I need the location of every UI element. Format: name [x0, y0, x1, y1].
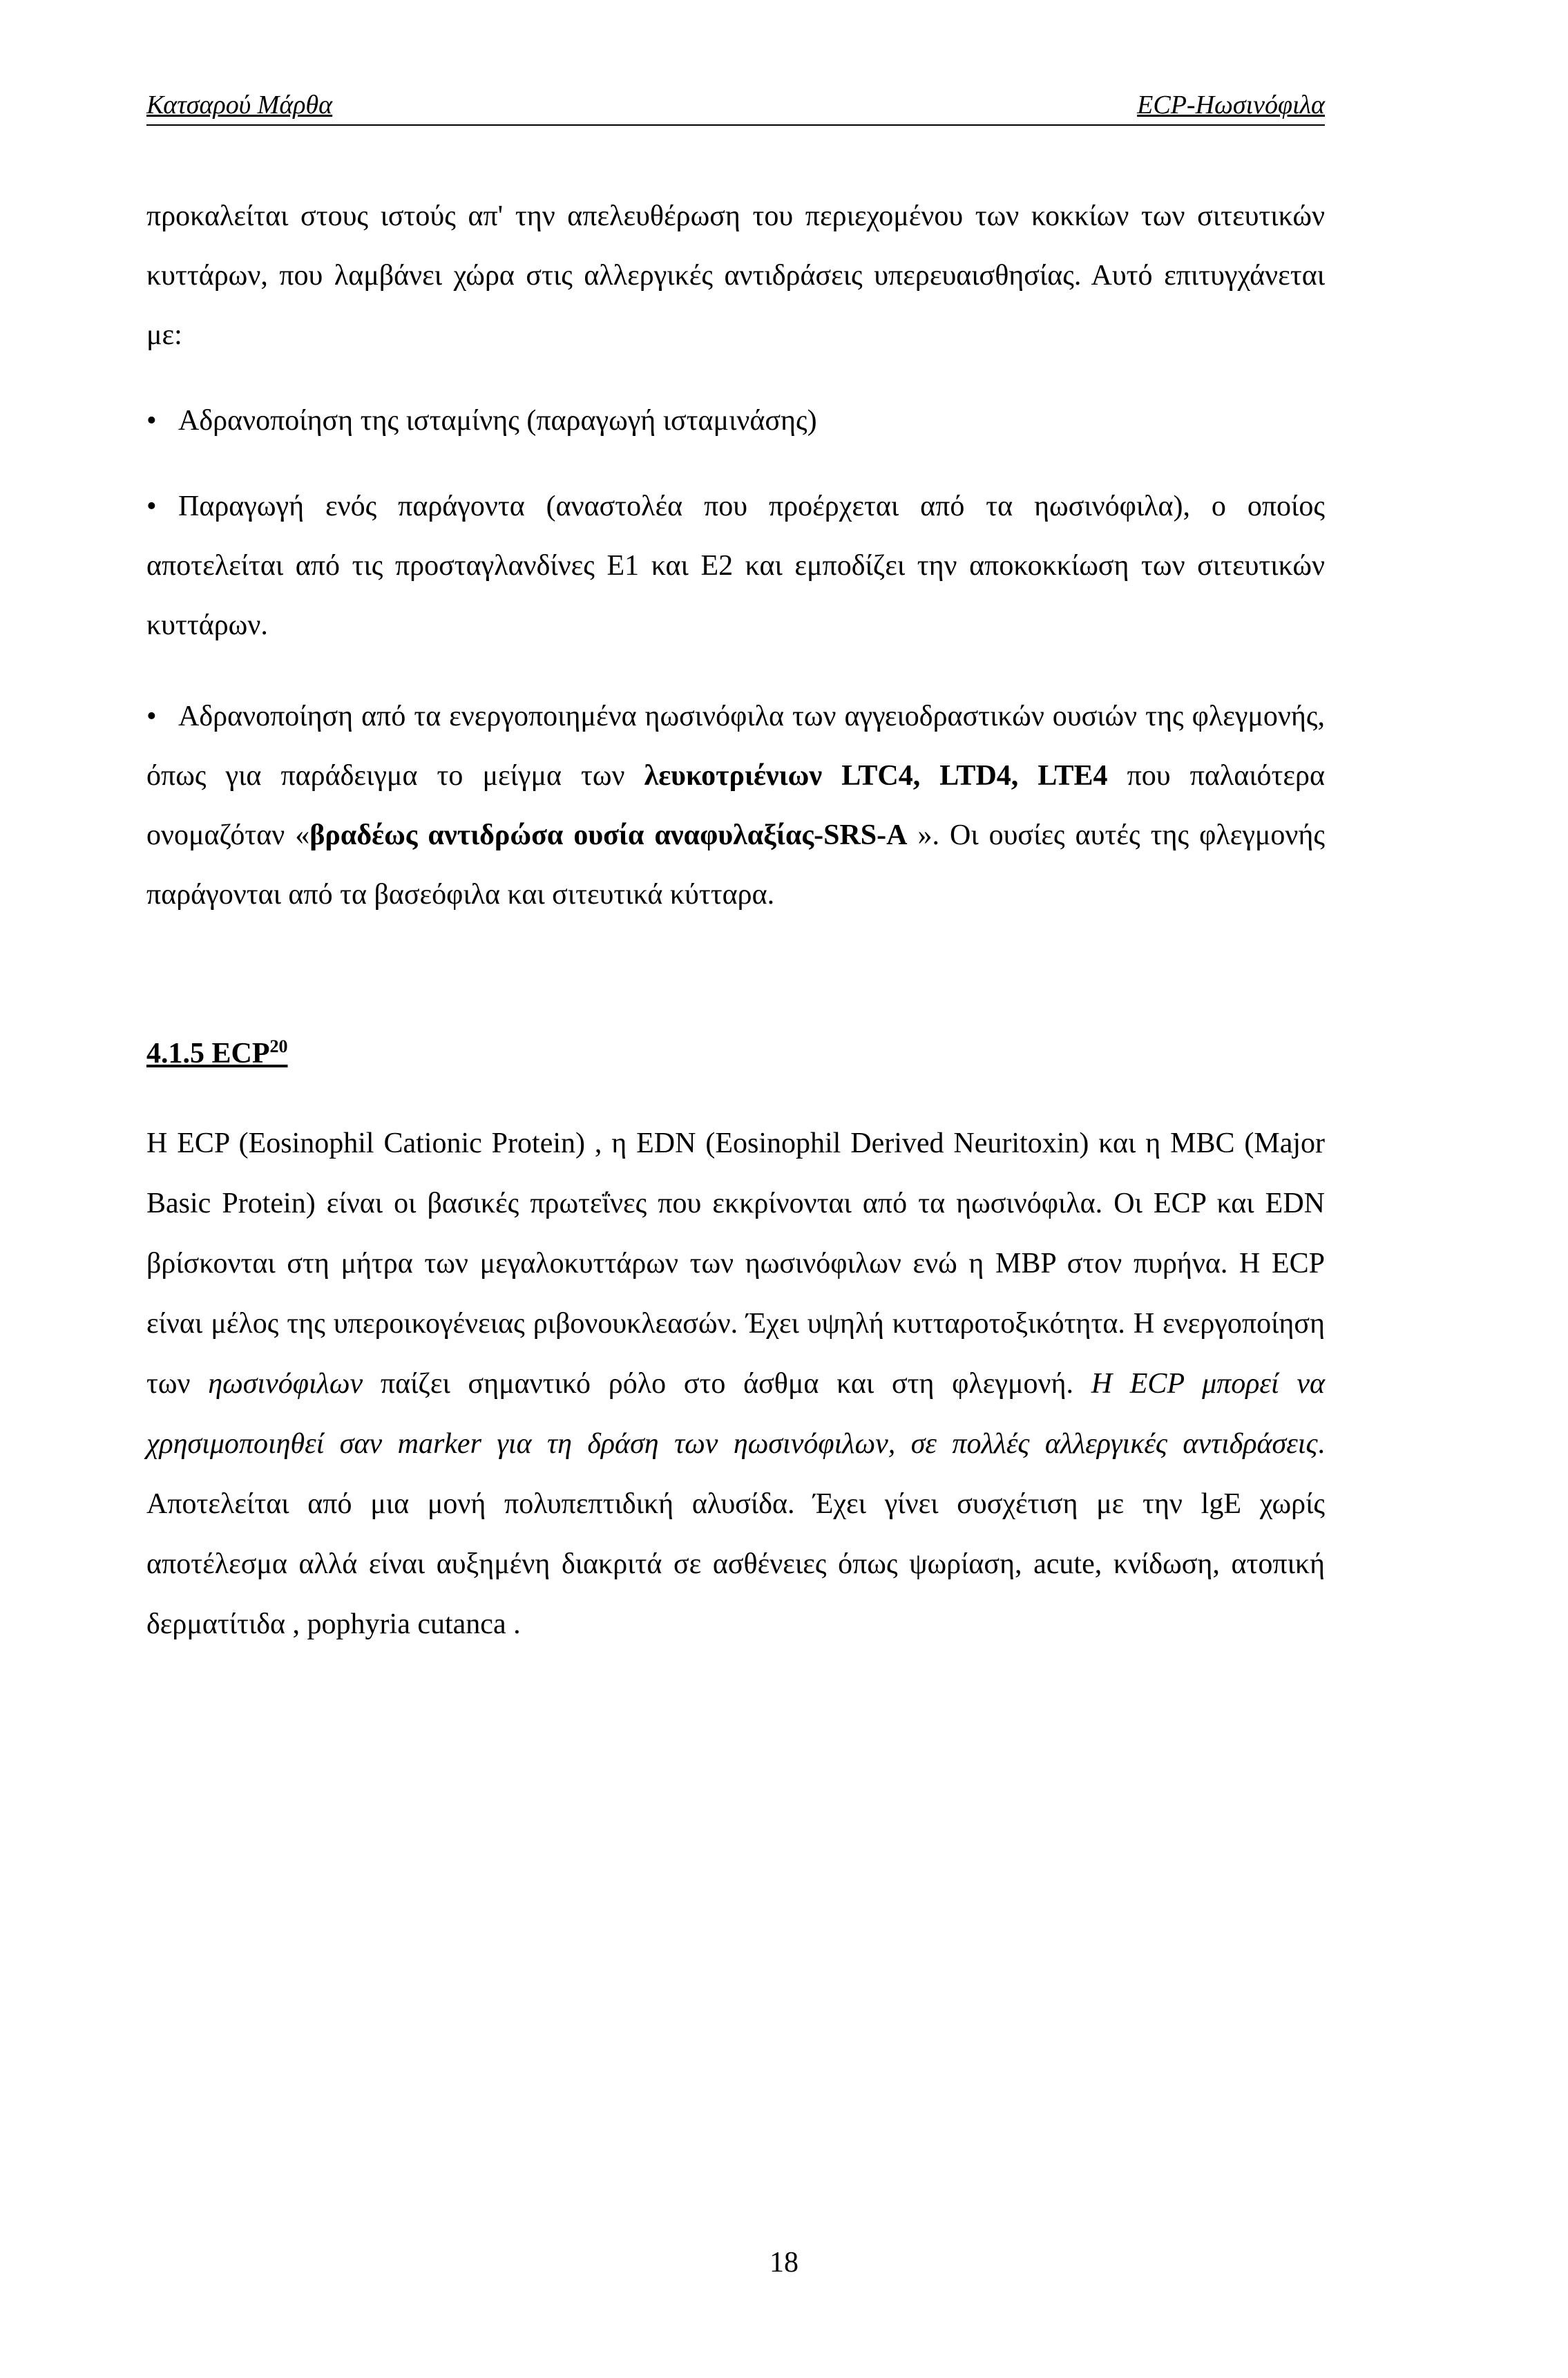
- bold-term-leukotrienes: λευκοτριένιων LTC4, LTD4, LTE4: [644, 760, 1108, 792]
- bullet-text: Αδρανοποίηση της ισταμίνης (παραγωγή ισταμινάσης): [178, 405, 817, 437]
- ecp-paragraph: [146, 1114, 1325, 1655]
- bullet-marker: •: [146, 491, 157, 522]
- italic-sentence: Η ECP μπορεί να χρησιμοποιηθεί σαν marker για τη δράση των ηωσινόφιλων, σε πολλές αλλεργικές αντιδράσεις: [146, 1368, 1326, 1460]
- bullet-marker: •: [146, 701, 157, 732]
- ecp-text: παίζει σημαντικό ρόλο στο άσθμα και στη φλεγμονή.: [363, 1368, 1091, 1400]
- bullet-item-inhibitor: [146, 477, 1325, 655]
- bullet-item-leukotrienes: [146, 687, 1325, 924]
- page-number: 18: [769, 2247, 799, 2279]
- bullet-text: Αδρανοποίηση από τα ενεργοποιημένα ηωσινόφιλα των αγγειοδραστικών ουσιών της φλεγμονής, όπως για παράδειγμα το μείγμα των: [146, 701, 1325, 792]
- section-title: 4.1.5 ECP: [146, 1038, 270, 1069]
- page-header: [146, 88, 1325, 126]
- intro-paragraph: προκαλείται στους ιστούς απ' την απελευθέρωση του περιεχομένου των κοκκίων των σιτευτικών κυττάρων, που λαμβάνει χώρα στις αλλεργικές αντιδράσεις υπερευαισθησίας. Αυτό επιτυγχάνεται με:: [146, 200, 1325, 351]
- italic-term: ηωσινόφιλων: [208, 1368, 363, 1400]
- ecp-text: Η ECP (Eosinophil Cationic Protein) , η EDN (Eosinophil Derived Neuritoxin) και η MBC (Major Basic Protein) είναι οι βασικές πρωτεΐνες που εκκρίνονται από τα ηωσινόφιλα. Οι ECP και EDN βρίσκονται στη μήτρα των μεγαλοκυττάρων των ηωσινόφιλων ενώ η MBP στον πυρήνα. Η ECP είναι μέλος της υπεροικογένειας ριβονουκλεασών. Έχει υψηλή κυτταροτοξικότητα. Η ενεργοποίηση των: [146, 1128, 1325, 1400]
- bold-term-srsa: βραδέως αντιδρώσα ουσία αναφυλαξίας-SRS-A: [309, 819, 908, 851]
- bullet-text: Παραγωγή ενός παράγοντα (αναστολέα που προέρχεται από τα ηωσινόφιλα), ο οποίος αποτελείται από τις προσταγλανδίνες Ε1 και Ε2 και εμποδίζει την αποκοκκίωση των σιτευτικών κυττάρων.: [146, 491, 1325, 641]
- bullet-text: που παλαιότερα ονομαζόταν «: [146, 760, 1325, 851]
- header-topic: ECP-Ηωσινόφιλα: [1137, 91, 1325, 120]
- page-body: [146, 187, 1325, 1655]
- section-heading: [146, 1022, 1325, 1078]
- bullet-marker: •: [146, 405, 157, 437]
- ecp-text: . Αποτελείται από μια μονή πολυπεπτιδική αλυσίδα. Έχει γίνει συσχέτιση με την lgE χωρίς αποτέλεσμα αλλά είναι αυξημένη διακριτά σε ασθένειες όπως ψωρίαση, acute, κνίδωση, ατοπική δερματίτιδα , pophyria cutanca .: [146, 1428, 1325, 1640]
- bullet-text: ». Οι ουσίες αυτές της φλεγμονής παράγονται από τα βασεόφιλα και σιτευτικά κύτταρα.: [146, 819, 1325, 911]
- footnote-ref: 20: [269, 1036, 288, 1056]
- header-author: Κατσαρού Μάρθα: [146, 91, 333, 120]
- bullet-item-histamine: [146, 391, 1325, 450]
